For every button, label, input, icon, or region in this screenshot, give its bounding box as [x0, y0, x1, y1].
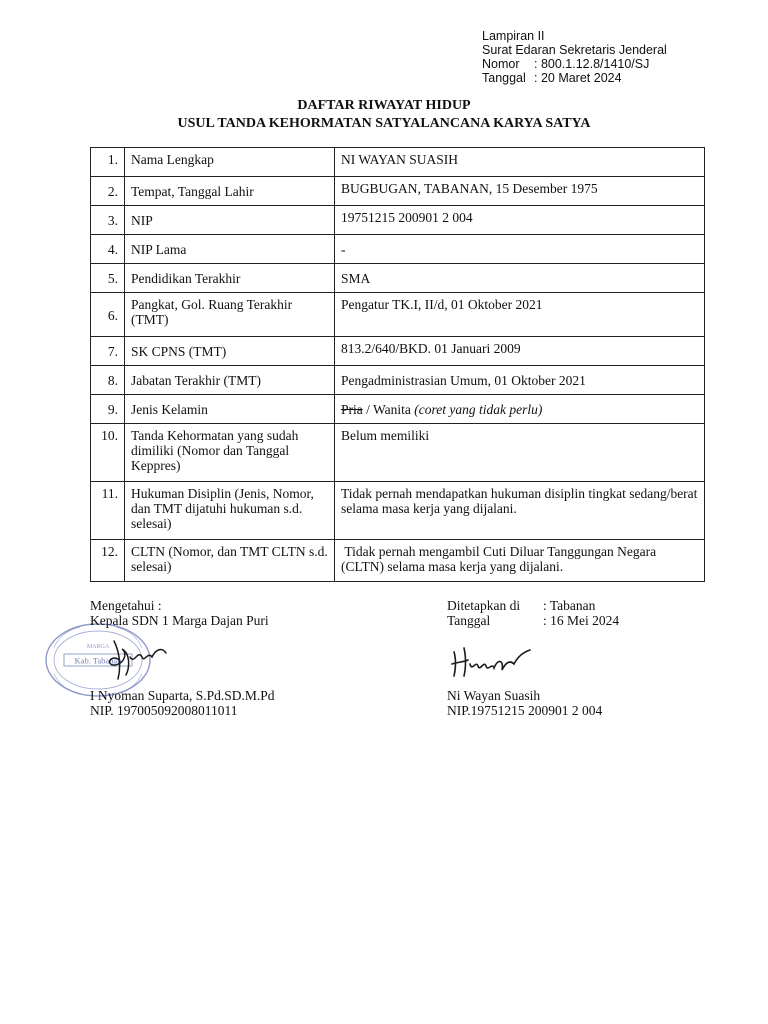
- table-row: [91, 540, 705, 582]
- principal-nip: NIP. 197005092008011011: [90, 703, 238, 718]
- place-row: [447, 598, 707, 613]
- table-row: [91, 395, 705, 424]
- principal-signature-icon: [100, 635, 170, 685]
- row-label: Tanda Kehormatan yang sudah dimiliki (Nomor dan Tanggal Keppres): [125, 424, 335, 482]
- row-label: NIP Lama: [125, 235, 335, 264]
- applicant-signature-block: [447, 598, 707, 718]
- table-row: [91, 264, 705, 293]
- table-row: [91, 293, 705, 337]
- table-row: [91, 424, 705, 482]
- row-number: 11.: [91, 482, 125, 540]
- row-value: BUGBUGAN, TABANAN, 15 Desember 1975: [335, 177, 705, 206]
- applicant-signature-icon: [448, 642, 538, 682]
- row-value: NI WAYAN SUASIH: [335, 148, 705, 177]
- attachment-number-value: : 800.1.12.8/1410/SJ: [534, 57, 650, 71]
- table-row: [91, 148, 705, 177]
- row-number: 10.: [91, 424, 125, 482]
- attachment-date-label: Tanggal: [482, 71, 526, 85]
- stamp-text-kab: Kab. Tabanan: [74, 655, 122, 666]
- struck-option: Pria: [341, 402, 363, 417]
- date-label: Tanggal: [447, 613, 491, 628]
- table-row: [91, 482, 705, 540]
- row-number: 2.: [91, 177, 125, 206]
- attachment-date-row: [482, 71, 667, 85]
- row-value: Tidak pernah mendapatkan hukuman disiplin tingkat sedang/berat selama masa kerja yang dijalani.: [335, 482, 705, 540]
- document-title: DAFTAR RIWAYAT HIDUP: [297, 98, 471, 113]
- principal-position: Kepala SDN 1 Marga Dajan Puri: [90, 613, 269, 628]
- row-label: SK CPNS (TMT): [125, 337, 335, 366]
- table-row: [91, 337, 705, 366]
- row-number: 4.: [91, 235, 125, 264]
- attachment-number-row: [482, 57, 667, 71]
- table-row: [91, 177, 705, 206]
- table-row: [91, 235, 705, 264]
- row-label: CLTN (Nomor, dan TMT CLTN s.d. selesai): [125, 540, 335, 582]
- applicant-nip: NIP.19751215 200901 2 004: [447, 703, 603, 718]
- row-number: 9.: [91, 395, 125, 424]
- row-number: 6.: [91, 293, 125, 337]
- table-row: [91, 366, 705, 395]
- row-number: 8.: [91, 366, 125, 395]
- attachment-date-value: : 20 Maret 2024: [534, 71, 622, 85]
- row-number: 1.: [91, 148, 125, 177]
- row-number: 12.: [91, 540, 125, 582]
- place-value: : Tabanan: [543, 598, 596, 613]
- row-label: Hukuman Disiplin (Jenis, Nomor, dan TMT dijatuhi hukuman s.d. selesai): [125, 482, 335, 540]
- row-label: Tempat, Tanggal Lahir: [125, 177, 335, 206]
- row-label: Jenis Kelamin: [125, 395, 335, 424]
- date-row: [447, 613, 707, 628]
- gender-option: / Wanita: [362, 402, 415, 417]
- row-number: 3.: [91, 206, 125, 235]
- row-value: Belum memiliki: [335, 424, 705, 482]
- applicant-name: Ni Wayan Suasih: [447, 688, 541, 703]
- row-number: 7.: [91, 337, 125, 366]
- attachment-number-label: Nomor: [482, 57, 520, 71]
- acknowledged-label: Mengetahui :: [90, 598, 162, 613]
- attachment-label: Lampiran II: [482, 29, 545, 43]
- row-value: Tidak pernah mengambil Cuti Diluar Tanggungan Negara (CLTN) selama masa kerja yang dijalani.: [335, 540, 705, 582]
- place-label: Ditetapkan di: [447, 598, 521, 613]
- curriculum-vitae-table: [90, 147, 705, 582]
- row-value: -: [335, 235, 705, 264]
- attachment-header: [482, 29, 667, 85]
- strike-instruction: (coret yang tidak perlu): [414, 402, 543, 417]
- row-value: 19751215 200901 2 004: [335, 206, 705, 235]
- date-value: : 16 Mei 2024: [543, 613, 620, 628]
- row-label: NIP: [125, 206, 335, 235]
- row-label: Pendidikan Terakhir: [125, 264, 335, 293]
- row-label: Pangkat, Gol. Ruang Terakhir (TMT): [125, 293, 335, 337]
- row-value: SMA: [335, 264, 705, 293]
- stamp-text-marga: MARGA: [86, 644, 110, 650]
- row-label: Jabatan Terakhir (TMT): [125, 366, 335, 395]
- row-value-gender: [335, 395, 705, 424]
- principal-name: I Nyoman Suparta, S.Pd.SD.M.Pd: [90, 688, 275, 703]
- row-number: 5.: [91, 264, 125, 293]
- circular-letter-label: Surat Edaran Sekretaris Jenderal: [482, 43, 667, 57]
- row-value: 813.2/640/BKD. 01 Januari 2009: [335, 337, 705, 366]
- row-value: Pengadministrasian Umum, 01 Oktober 2021: [335, 366, 705, 395]
- document-subtitle: USUL TANDA KEHORMATAN SATYALANCANA KARYA SATYA: [177, 116, 591, 131]
- table-row: [91, 206, 705, 235]
- row-label: Nama Lengkap: [125, 148, 335, 177]
- row-value: Pengatur TK.I, II/d, 01 Oktober 2021: [335, 293, 705, 337]
